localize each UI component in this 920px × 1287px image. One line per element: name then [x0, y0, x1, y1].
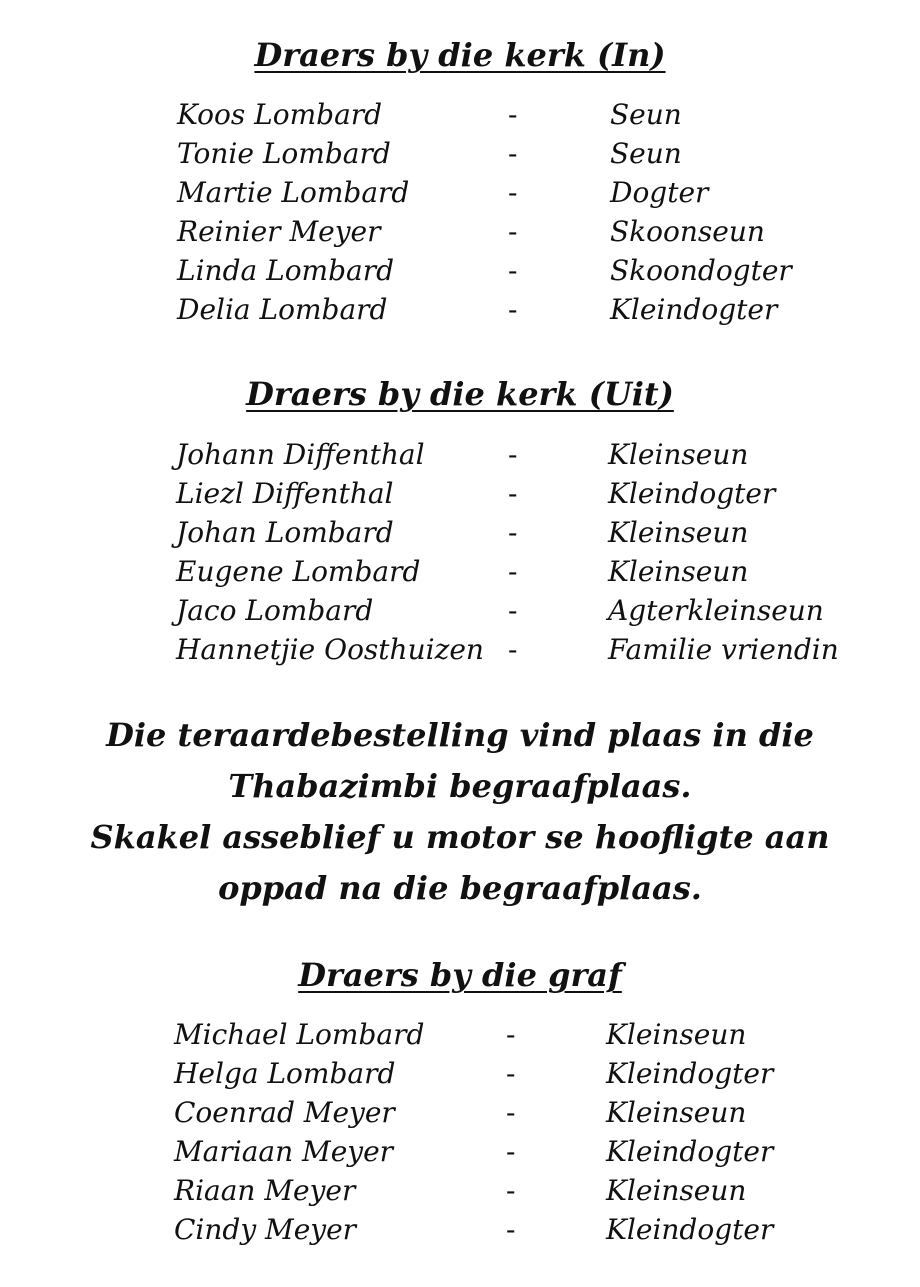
list-item: [0, 176, 920, 215]
separator: -: [508, 254, 518, 287]
list-item: [0, 1135, 920, 1174]
bearer-name: Liezl Diffenthal: [176, 477, 394, 510]
list-item: [0, 1057, 920, 1096]
bearer-relation: Agterkleinseun: [608, 594, 824, 627]
bearer-relation: Kleinseun: [608, 555, 749, 588]
separator: -: [508, 477, 518, 510]
list-item: [0, 594, 920, 633]
bearer-relation: Dogter: [610, 176, 709, 209]
bearer-relation: Kleinseun: [608, 438, 749, 471]
bearer-name: Linda Lombard: [177, 254, 395, 287]
bearer-list-graf: [0, 1018, 920, 1252]
bearer-name: Koos Lombard: [177, 98, 383, 131]
list-item: [0, 98, 920, 137]
bearer-list-kerk-uit: [0, 438, 920, 672]
bearer-name: Delia Lombard: [177, 293, 388, 326]
bearer-name: Reinier Meyer: [177, 215, 381, 248]
separator: -: [508, 633, 518, 666]
bearer-name: Martie Lombard: [177, 176, 410, 209]
bearer-relation: Kleinseun: [608, 516, 749, 549]
bearer-name: Riaan Meyer: [174, 1174, 356, 1207]
bearer-relation: Kleindogter: [606, 1135, 774, 1168]
list-item: [0, 1096, 920, 1135]
bearer-relation: Seun: [610, 98, 682, 131]
bearer-relation: Familie vriendin: [608, 633, 839, 666]
notice-line: Die teraardebestelling vind plaas in die: [106, 716, 814, 754]
bearer-name: Eugene Lombard: [176, 555, 421, 588]
separator: -: [508, 555, 518, 588]
section-heading-graf: Draers by die graf: [298, 956, 622, 994]
list-item: [0, 516, 920, 555]
list-item: [0, 137, 920, 176]
list-item: [0, 1174, 920, 1213]
bearer-relation: Kleinseun: [606, 1174, 747, 1207]
separator: -: [506, 1213, 516, 1246]
bearer-relation: Kleindogter: [606, 1213, 774, 1246]
bearer-name: Helga Lombard: [174, 1057, 396, 1090]
list-item: [0, 555, 920, 594]
notice-line: oppad na die begraafplaas.: [218, 869, 702, 907]
list-item: [0, 1018, 920, 1057]
separator: -: [506, 1135, 516, 1168]
bearer-name: Coenrad Meyer: [174, 1096, 395, 1129]
separator: -: [506, 1096, 516, 1129]
separator: -: [506, 1174, 516, 1207]
notice-line: Skakel asseblief u motor se hoofligte aan: [90, 818, 830, 856]
bearer-relation: Skoonseun: [610, 215, 765, 248]
bearer-relation: Kleindogter: [606, 1057, 774, 1090]
bearer-relation: Kleinseun: [606, 1018, 747, 1051]
burial-notice: [0, 710, 920, 914]
separator: -: [508, 176, 518, 209]
list-item: [0, 1213, 920, 1252]
list-item: [0, 215, 920, 254]
bearer-name: Cindy Meyer: [174, 1213, 357, 1246]
bearer-relation: Kleindogter: [608, 477, 776, 510]
bearer-relation: Seun: [610, 137, 682, 170]
bearer-name: Michael Lombard: [174, 1018, 425, 1051]
list-item: [0, 254, 920, 293]
list-item: [0, 477, 920, 516]
bearer-name: Jaco Lombard: [176, 594, 374, 627]
bearer-name: Tonie Lombard: [177, 137, 391, 170]
list-item: [0, 293, 920, 332]
separator: -: [508, 137, 518, 170]
bearer-relation: Kleindogter: [610, 293, 778, 326]
separator: -: [508, 98, 518, 131]
separator: -: [506, 1057, 516, 1090]
section-heading-kerk-in: Draers by die kerk (In): [254, 36, 666, 74]
bearer-name: Mariaan Meyer: [174, 1135, 394, 1168]
bearer-name: Johann Diffenthal: [176, 438, 425, 471]
bearer-relation: Kleinseun: [606, 1096, 747, 1129]
separator: -: [506, 1018, 516, 1051]
separator: -: [508, 438, 518, 471]
bearer-list-kerk-in: [0, 98, 920, 332]
bearer-relation: Skoondogter: [610, 254, 792, 287]
bearer-name: Johan Lombard: [176, 516, 394, 549]
separator: -: [508, 293, 518, 326]
list-item: [0, 438, 920, 477]
section-heading-kerk-uit: Draers by die kerk (Uit): [246, 375, 674, 413]
separator: -: [508, 516, 518, 549]
notice-line: Thabazimbi begraafplaas.: [228, 767, 692, 805]
list-item: [0, 633, 920, 672]
bearer-name: Hannetjie Oosthuizen: [176, 633, 484, 666]
separator: -: [508, 215, 518, 248]
separator: -: [508, 594, 518, 627]
